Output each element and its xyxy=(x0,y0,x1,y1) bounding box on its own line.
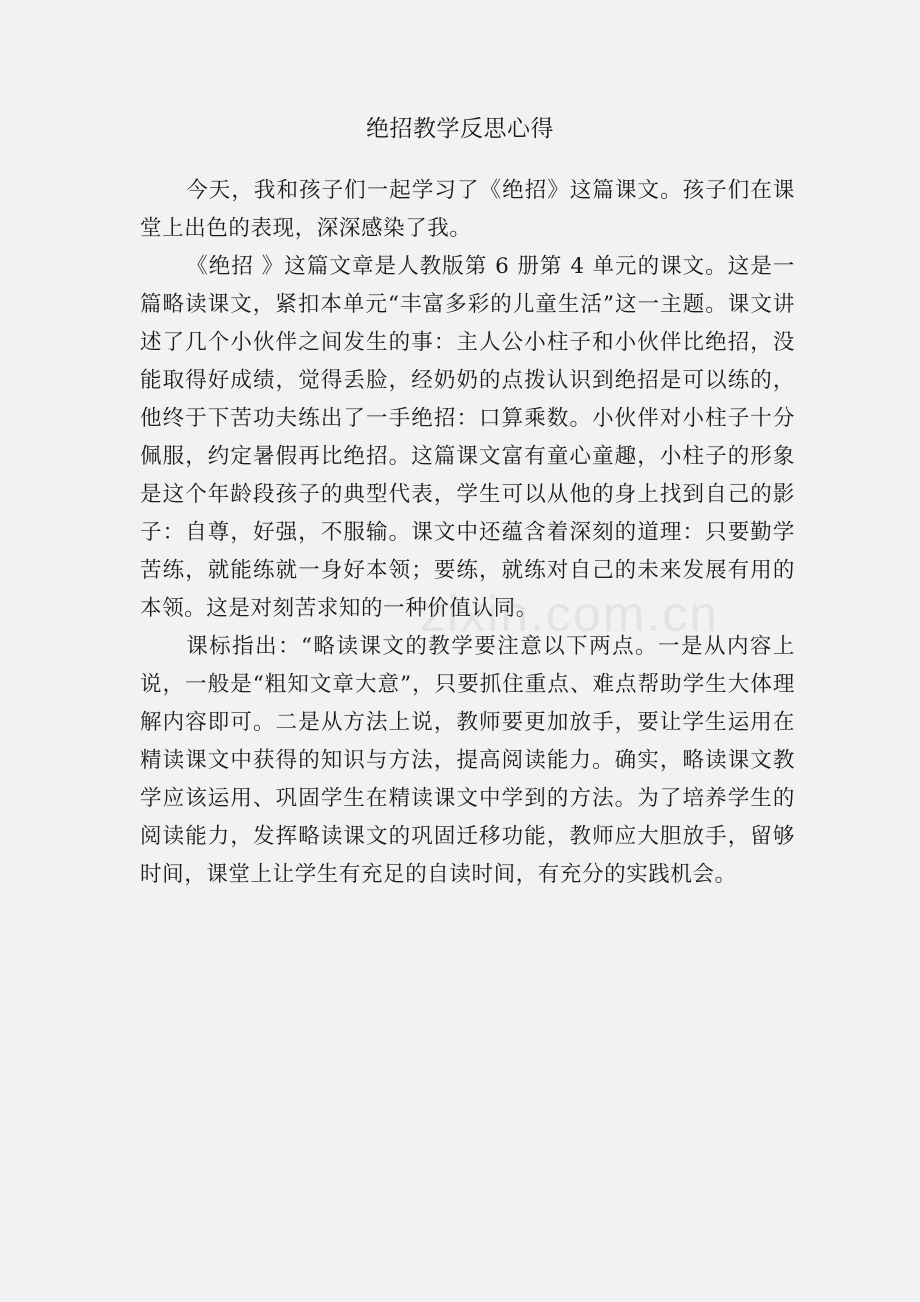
paragraph-1: 今天，我和孩子们一起学习了《绝招》这篇课文。孩子们在课堂上出色的表现，深深感染了我。 xyxy=(140,178,795,241)
paragraph-3: 课标指出：“略读课文的教学要注意以下两点。一是从内容上说，一般是“粗知文章大意”，只要抓住重点、难点帮助学生大体理解内容即可。二是从方法上说，教师要更加放手，要让学生运用在精读课文中获得的知识与方法，提高阅读能力。确实，略读课文教学应该运用、巩固学生在精读课文中学到的方法。为了培养学生的阅读能力，发挥略读课文的巩固迁移功能，教师应大胆放手，留够时间，课堂上让学生有充足的自读时间，有充分的实践机会。 xyxy=(140,634,795,887)
document-title: 绝招教学反思心得 xyxy=(366,116,554,142)
watermark: zixin.com.cn xyxy=(420,586,720,642)
document-body xyxy=(140,172,795,894)
paragraph-2: 《绝招 》这篇文章是人教版第 6 册第 4 单元的课文。这是一篇略读课文，紧扣本单元“丰富多彩的儿童生活”这一主题。课文讲述了几个小伙伴之间发生的事：主人公小柱子和小伙伴比绝招，没能取得好成绩，觉得丢脸，经奶奶的点拨认识到绝招是可以练的，他终于下苦功夫练出了一手绝招：口算乘数。小伙伴对小柱子十分佩服，约定暑假再比绝招。这篇课文富有童心童趣，小柱子的形象是这个年龄段孩子的典型代表，学生可以从他的身上找到自己的影子：自尊，好强，不服输。课文中还蕴含着深刻的道理：只要勤学苦练，就能练就一身好本领；要练，就练对自己的未来发展有用的本领。这是对刻苦求知的一种价值认同。 xyxy=(140,254,795,621)
